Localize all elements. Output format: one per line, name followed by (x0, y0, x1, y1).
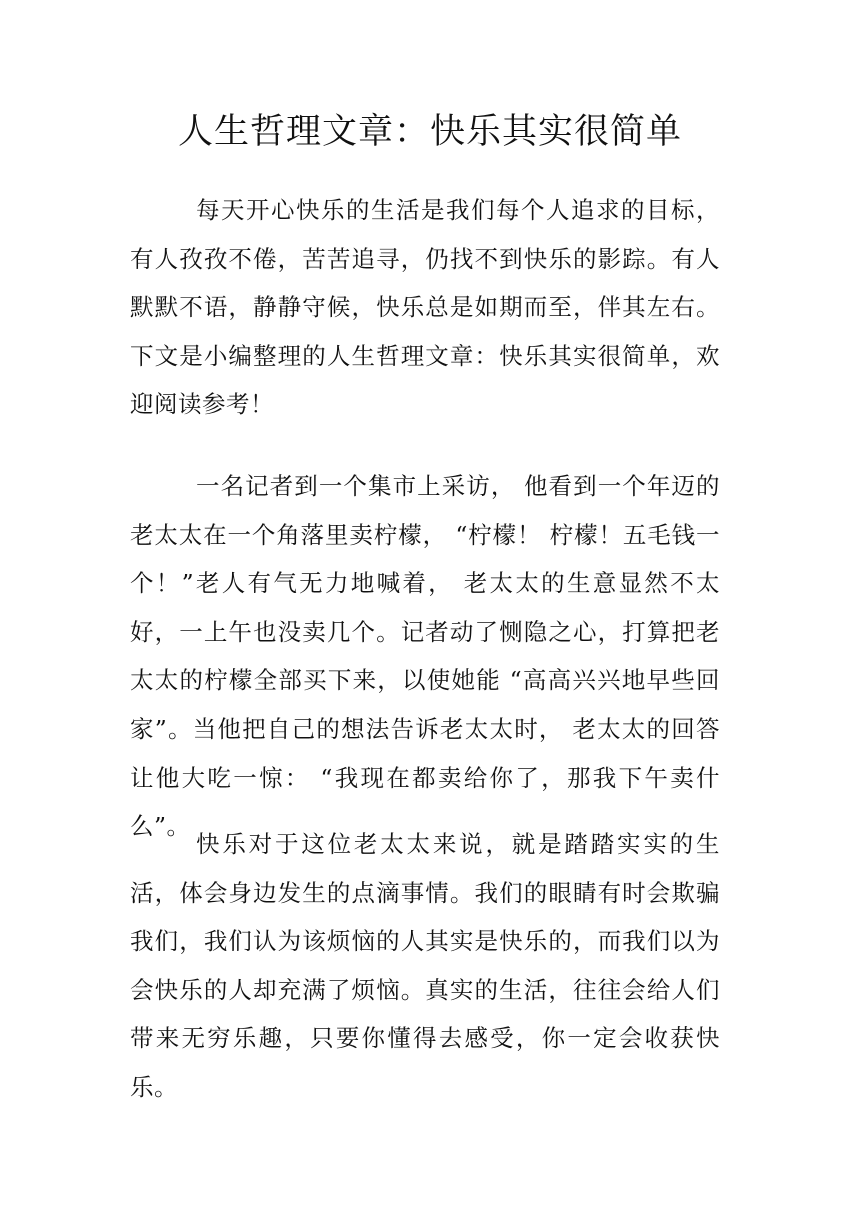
paragraph-story: 一名记者到一个集市上采访， 他看到一个年迈的老太太在一个角落里卖柠檬， “柠檬！ 柠檬！五毛钱一个！”老人有气无力地喊着， 老太太的生意显然不太好，一上午也没卖几个。记者动了恻隐之心，打算把老太太的柠檬全部买下来，以使她能 “高高兴兴地早些回家”。当他把自己的想法告诉老太太时， 老太太的回答让他大吃一惊： “我现在都卖给你了，那我下午卖什么”。 (130, 472, 720, 841)
document-title: 人生哲理文章：快乐其实很简单 (177, 112, 682, 152)
paragraph-conclusion: 快乐对于这位老太太来说，就是踏踏实实的生活，体会身边发生的点滴事情。我们的眼睛有时会欺骗我们，我们认为该烦恼的人其实是快乐的，而我们以为会快乐的人却充满了烦恼。真实的生活，往往会给人们带来无穷乐趣，只要你懂得去感受，你一定会收获快乐。 (130, 830, 720, 1101)
paragraph-intro: 每天开心快乐的生活是我们每个人追求的目标，有人孜孜不倦，苦苦追寻，仍找不到快乐的影踪。有人默默不语，静静守候，快乐总是如期而至，伴其左右。下文是小编整理的人生哲理文章：快乐其实很简单，欢迎阅读参考！ (130, 196, 720, 419)
